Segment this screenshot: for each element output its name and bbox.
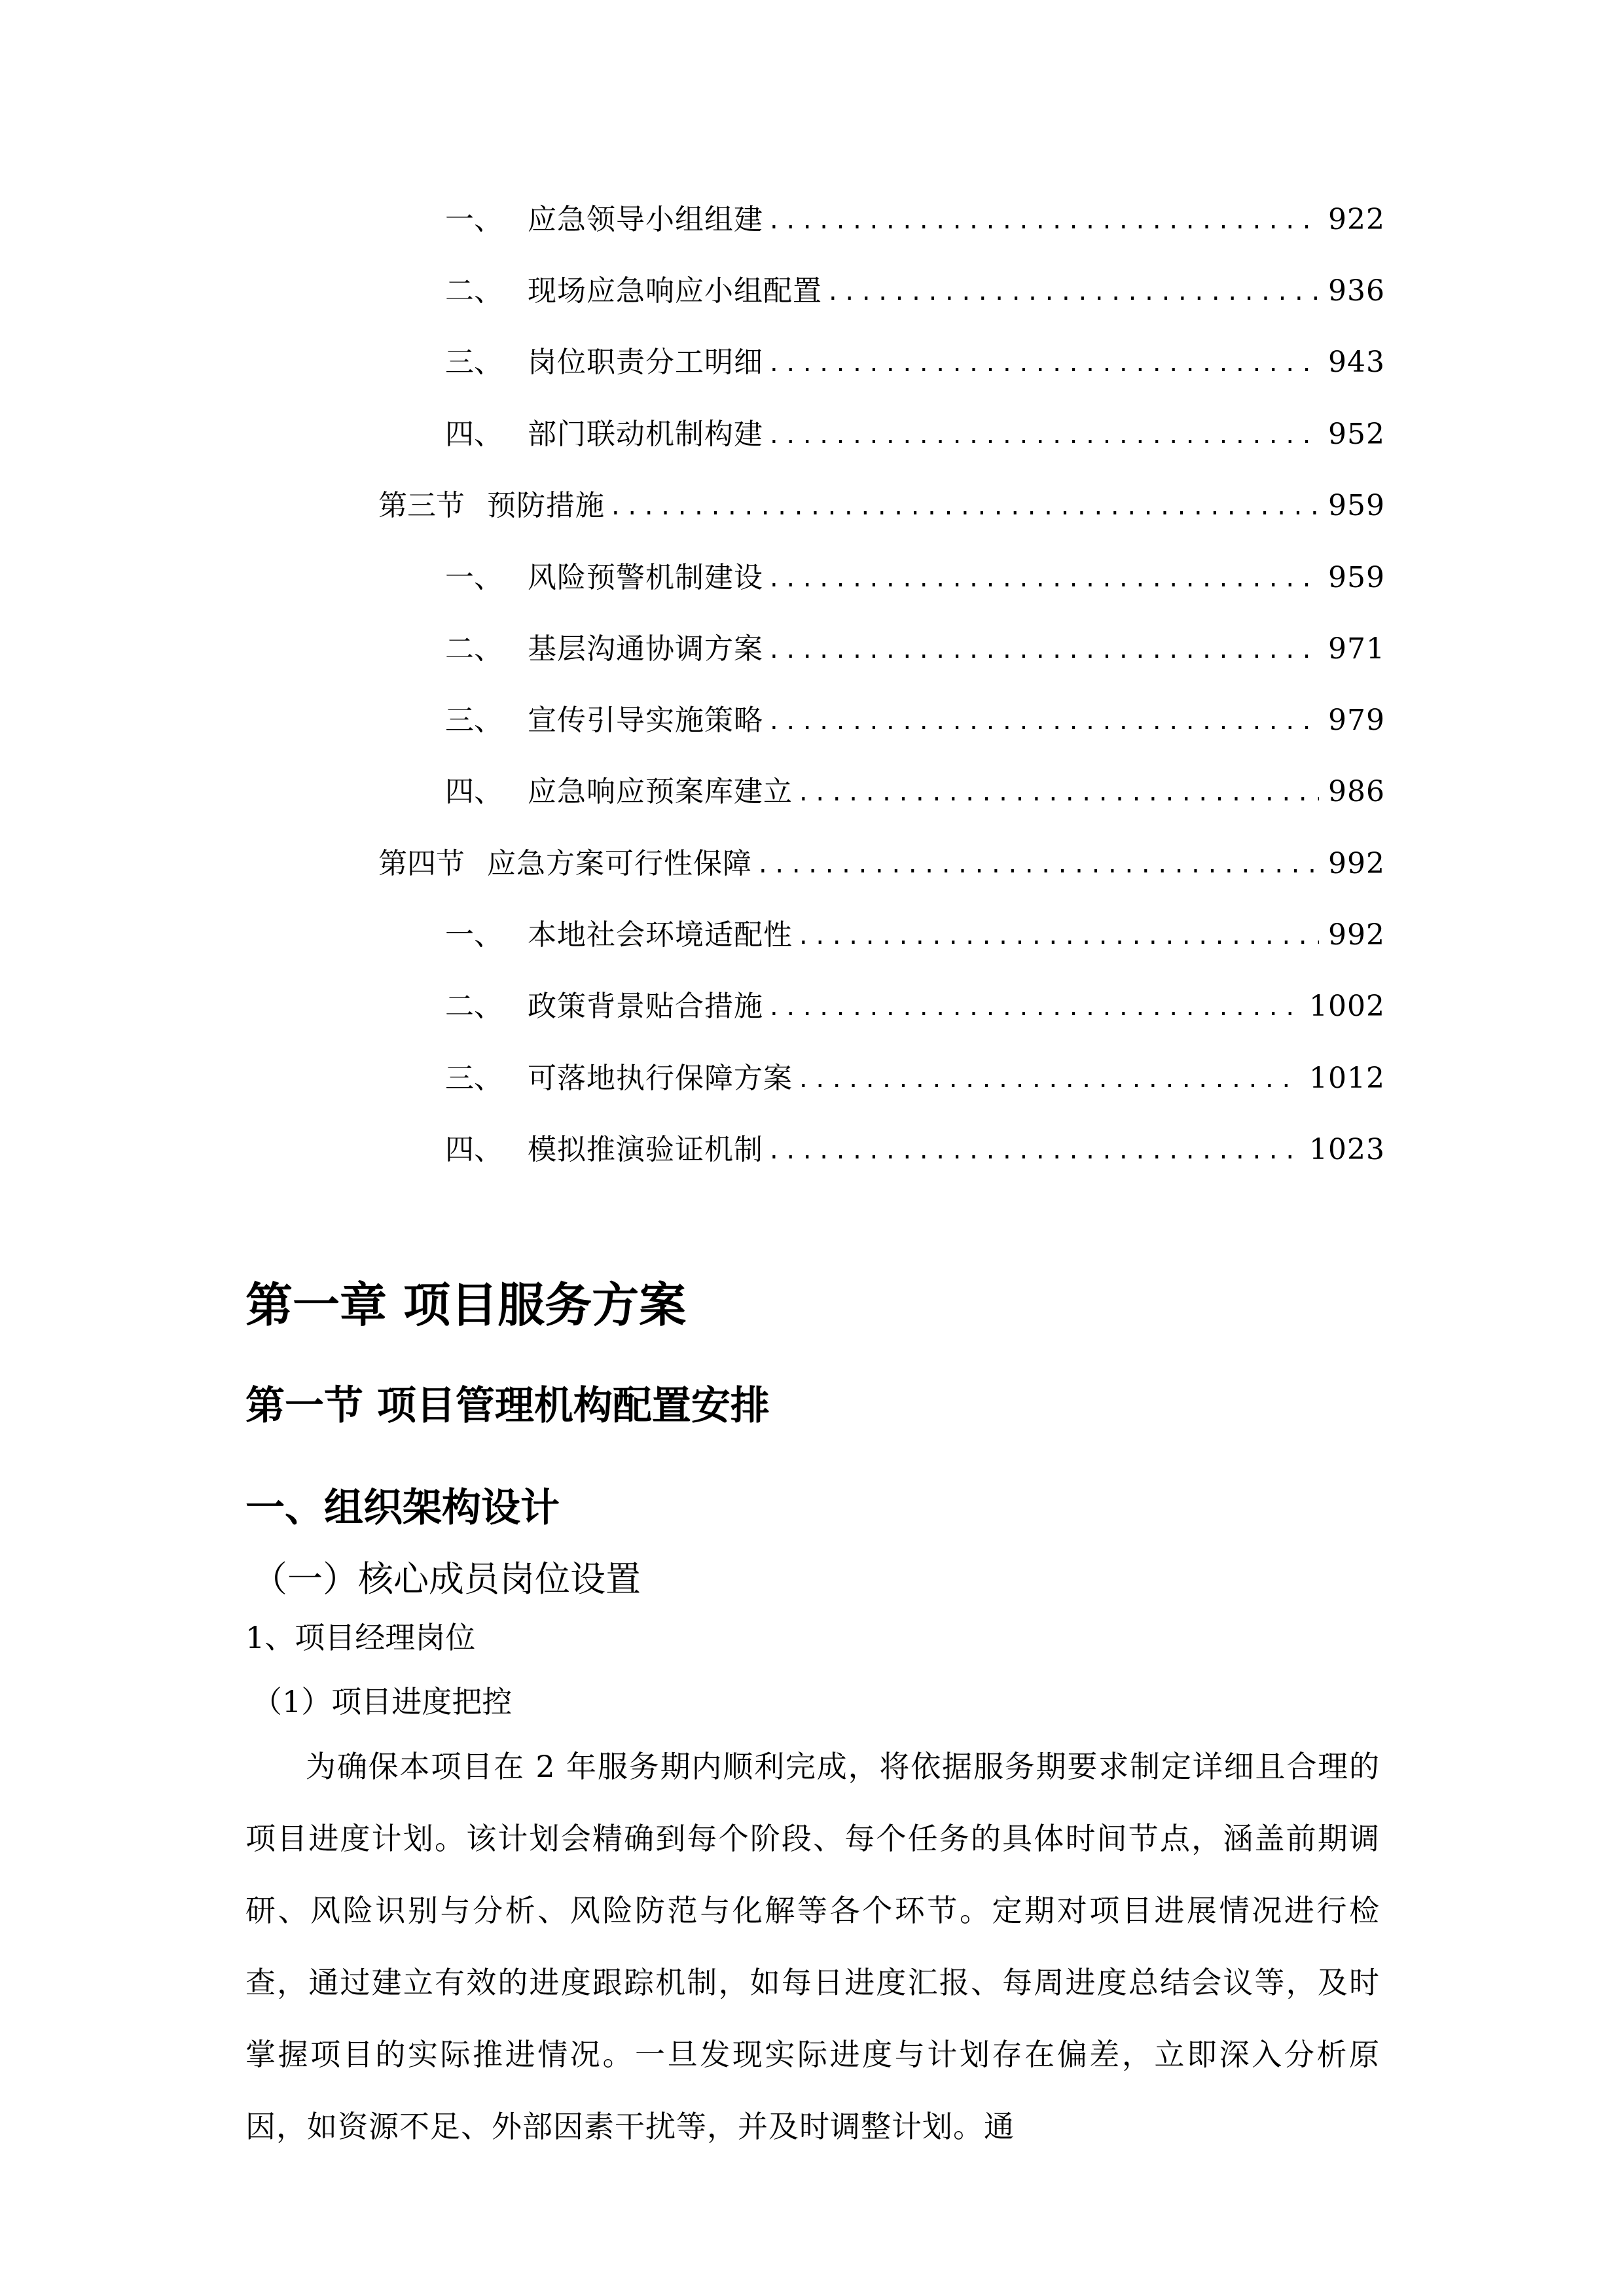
toc-entry[interactable] [445,552,1385,604]
toc-entry-page: 959 [1328,489,1385,522]
toc-entry-number: 四、 [445,775,503,808]
toc-entry-title: 基层沟通协调方案 [528,632,763,666]
toc-entry[interactable] [445,980,1385,1033]
toc-dot-leader [799,1052,1300,1105]
toc-dot-leader [829,265,1319,317]
toc-entry-number: 二、 [445,274,503,308]
toc-entry-page: 1012 [1309,1062,1385,1095]
toc-dot-leader [770,694,1319,747]
toc-entry-number: 二、 [445,632,503,666]
toc-entry-number: 第四节 [378,847,465,880]
toc-entry-number: 四、 [445,418,503,451]
body-paragraph: 为确保本项目在 2 年服务期内顺利完成，将依据服务期要求制定详细且合理的项目进度计划。该计划会精确到每个阶段、每个任务的具体时间节点，涵盖前期调研、风险识别与分析、风险防范与化解等各个环节。定期对项目进展情况进行检查，通过建立有效的进度跟踪机制，如每日进度汇报、每周进度总结会议等，及时掌握项目的实际推进情况。一旦发现实际进度与计划存在偏差，立即深入分析原因，如资源不足、外部因素干扰等，并及时调整计划。通 [245,1749,1380,2144]
toc-entry[interactable] [445,694,1385,747]
toc-entry[interactable] [445,766,1385,818]
toc-entry-number: 一、 [445,203,503,236]
toc-entry-title: 政策背景贴合措施 [528,990,763,1023]
toc-entry-title: 应急领导小组组建 [528,203,763,236]
toc-entry-number: 三、 [445,1062,503,1095]
toc-entry[interactable] [445,1052,1385,1105]
point-heading: （1）项目进度把控 [252,1684,513,1719]
subsection-heading: 一、组织架构设计 [245,1485,560,1531]
toc-entry[interactable] [445,336,1385,389]
toc-entry-page: 943 [1328,346,1385,379]
toc-entry[interactable] [445,194,1385,246]
chapter-heading: 第一章 项目服务方案 [245,1278,687,1333]
toc-entry-title: 应急方案可行性保障 [487,847,752,880]
toc-entry-page: 1023 [1309,1133,1385,1166]
toc-entry-number: 三、 [445,346,503,379]
toc-entry-number: 第三节 [378,489,465,522]
toc-entry-number: 四、 [445,1133,503,1166]
toc-dot-leader [611,480,1319,532]
toc-entry-section[interactable] [378,480,1385,532]
toc-entry-page: 979 [1328,704,1385,737]
toc-entry-title: 可落地执行保障方案 [528,1062,793,1095]
toc-entry-number: 一、 [445,561,503,594]
toc-entry-page: 922 [1328,203,1385,236]
toc-entry-page: 936 [1328,274,1385,308]
toc-dot-leader [770,194,1319,246]
toc-entry[interactable] [445,265,1385,317]
toc-entry-page: 971 [1328,632,1385,666]
toc-entry-title: 预防措施 [487,489,605,522]
toc-entry-page: 959 [1328,561,1385,594]
toc-entry-title: 宣传引导实施策略 [528,704,763,737]
toc-entry-number: 二、 [445,990,503,1023]
toc-entry-page: 986 [1328,775,1385,808]
toc-dot-leader [799,909,1319,961]
toc-entry-page: 992 [1328,847,1385,880]
toc-dot-leader [799,766,1319,818]
toc-entry-page: 1002 [1309,990,1385,1023]
toc-entry-number: 一、 [445,918,503,952]
item-heading: 1、项目经理岗位 [245,1620,476,1655]
toc-entry-page: 992 [1328,918,1385,952]
toc-dot-leader [770,980,1300,1033]
toc-entry-section[interactable] [378,838,1385,890]
toc-entry-page: 952 [1328,418,1385,451]
section-heading: 第一节 项目管理机构配置安排 [245,1383,770,1429]
toc-entry-number: 三、 [445,704,503,737]
toc-entry-title: 部门联动机制构建 [528,418,763,451]
toc-dot-leader [770,552,1319,604]
subsubsection-heading: （一）核心成员岗位设置 [252,1558,641,1600]
toc-entry-title: 本地社会环境适配性 [528,918,793,952]
toc-dot-leader [759,838,1319,890]
toc-entry-title: 现场应急响应小组配置 [528,274,822,308]
toc-entry[interactable] [445,408,1385,461]
toc-entry[interactable] [445,909,1385,961]
toc-entry[interactable] [445,623,1385,675]
toc-entry[interactable] [445,1124,1385,1176]
toc-entry-title: 岗位职责分工明细 [528,346,763,379]
toc-dot-leader [770,336,1319,389]
toc-entry-title: 应急响应预案库建立 [528,775,793,808]
toc-entry-title: 风险预警机制建设 [528,561,763,594]
toc-entry-title: 模拟推演验证机制 [528,1133,763,1166]
toc-dot-leader [770,623,1319,675]
toc-dot-leader [770,408,1319,461]
toc-dot-leader [770,1124,1300,1176]
